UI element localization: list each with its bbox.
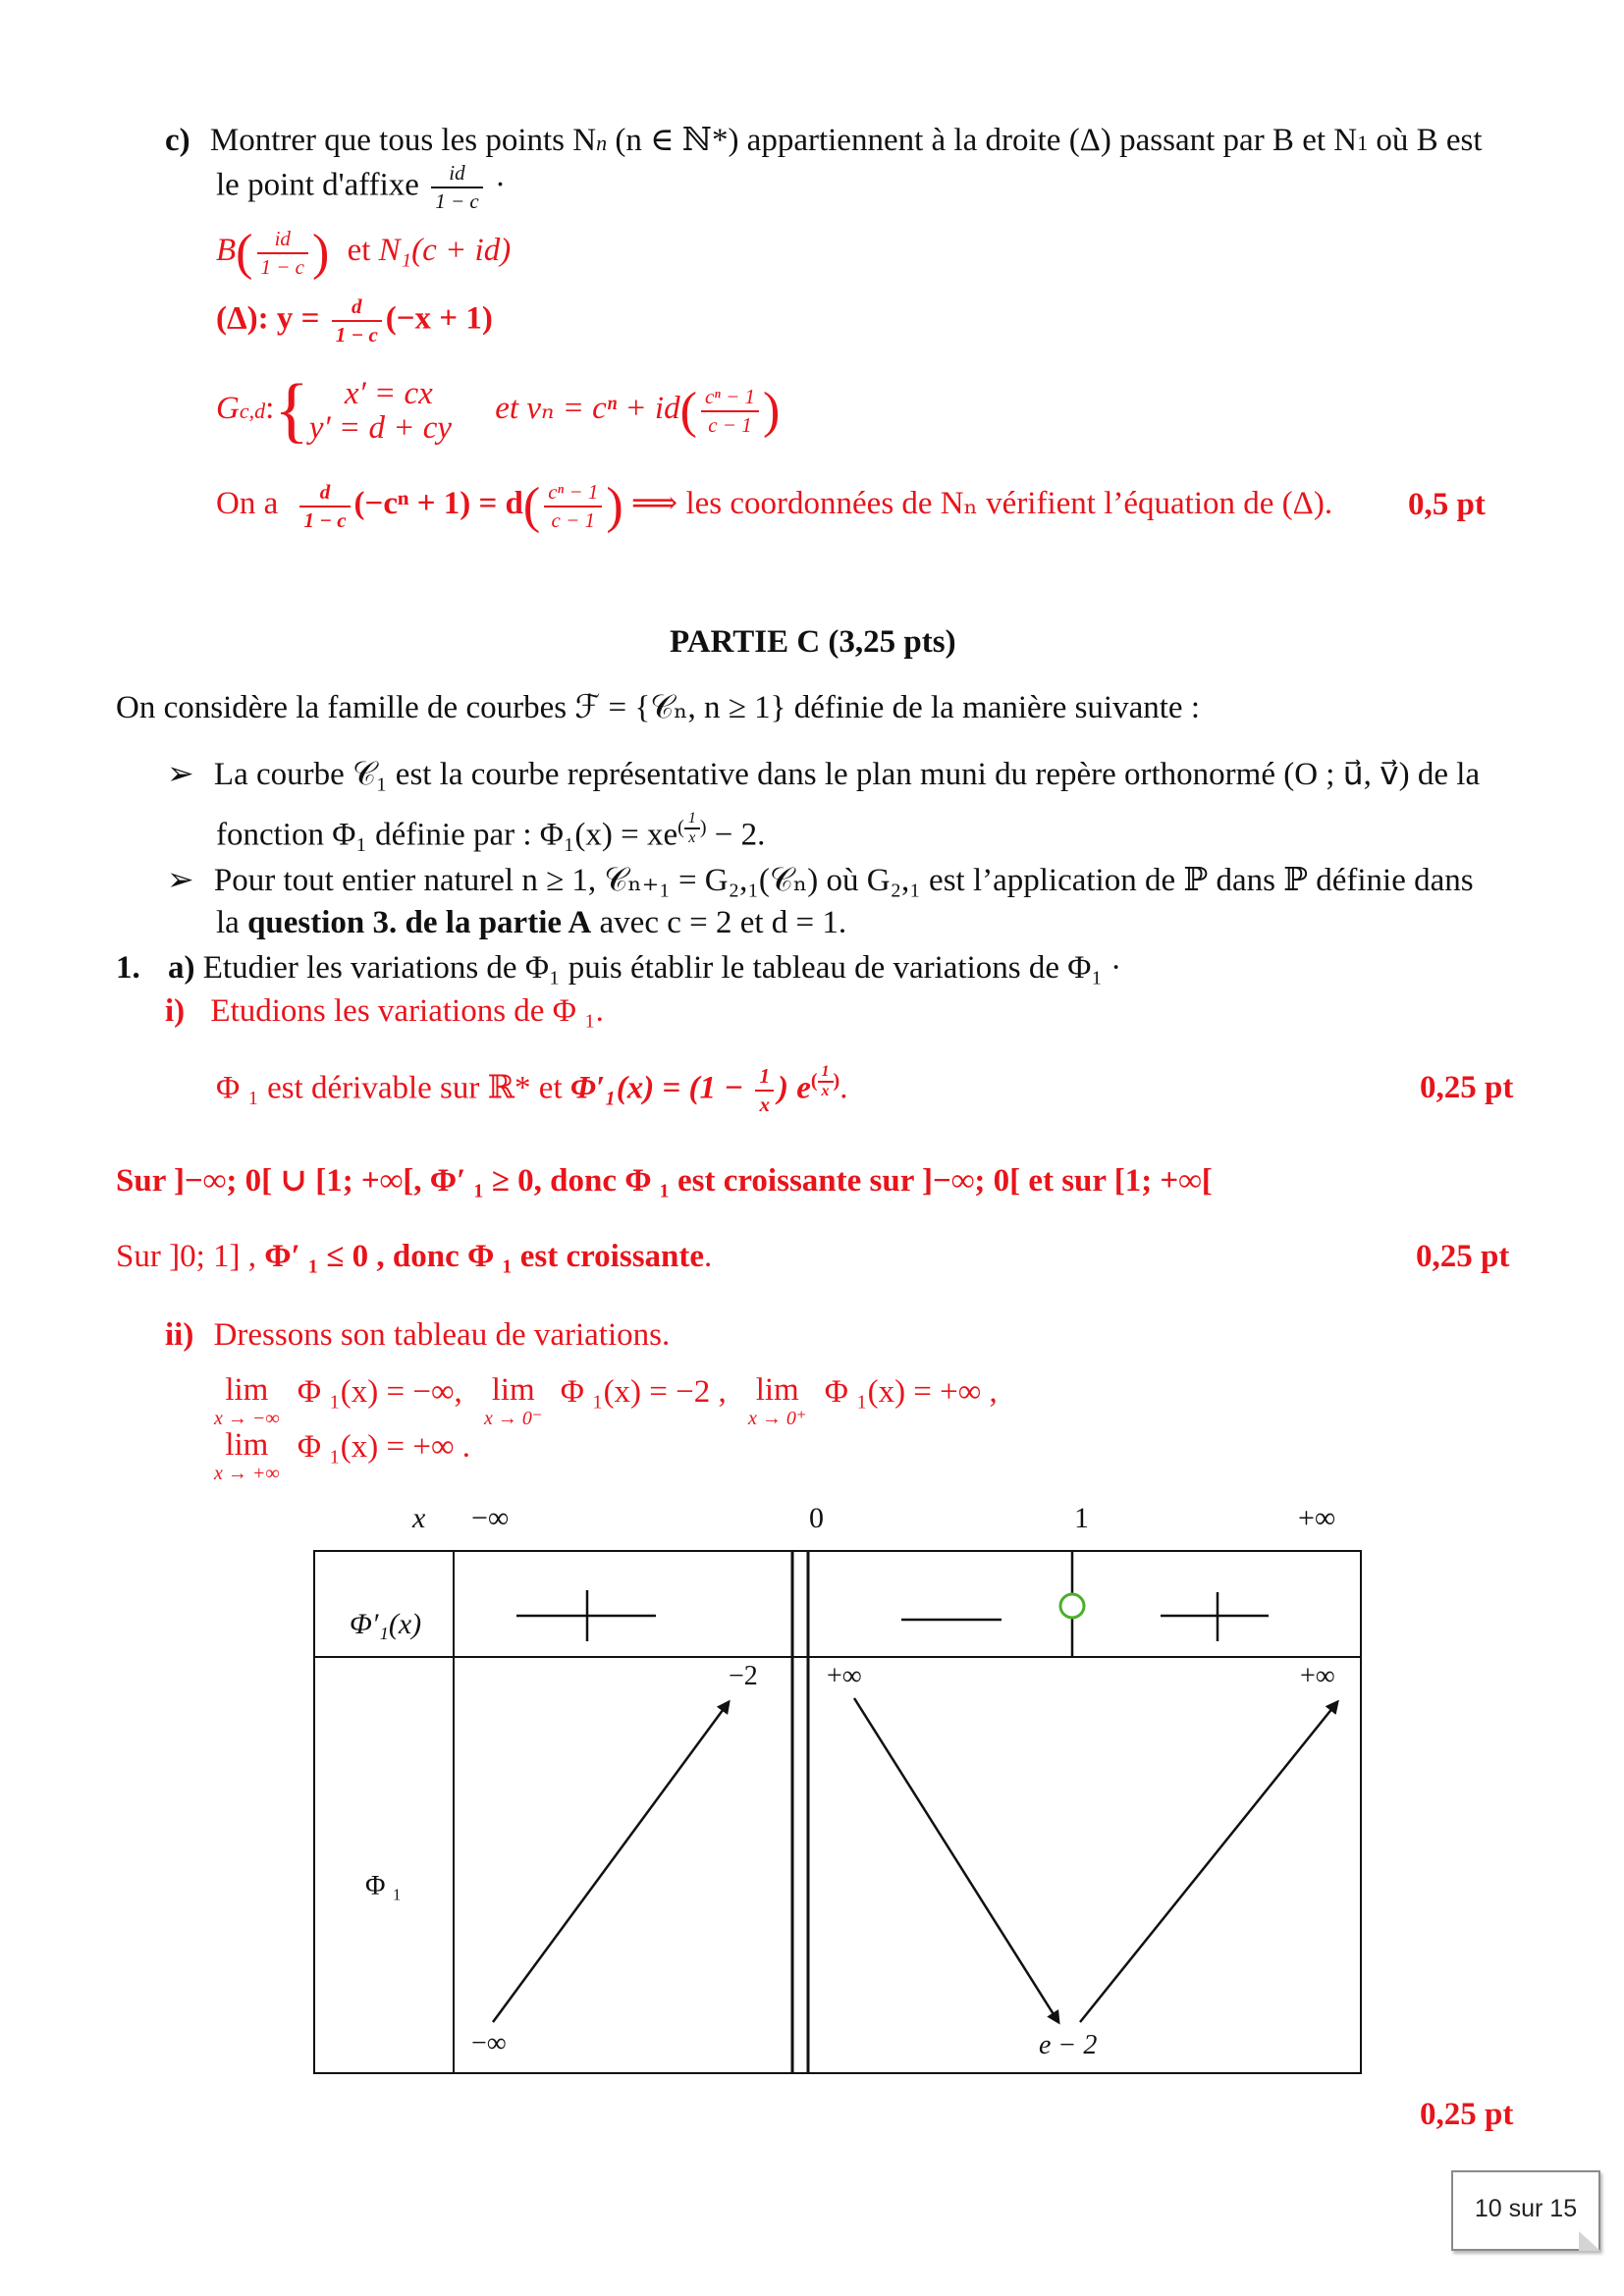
- question-label: c): [165, 123, 190, 158]
- row2-label: Φ ₁: [365, 1871, 403, 1901]
- x-label: x: [412, 1502, 426, 1534]
- derivative-line: Φ ₁ est dérivable sur ℝ* et Φ′₁(x) = (1 − $\frac{1}{x}$ ) $e^{( \frac{1}{x} )}$.: [216, 1063, 848, 1117]
- page-number-text: 10 sur 15: [1474, 2195, 1578, 2222]
- solution-delta: (Δ): y = $\frac{d}{1 - c}$ (−x + 1): [216, 294, 493, 347]
- val-plus-inf-left: +∞: [827, 1661, 862, 1691]
- table-frame: [314, 1551, 1361, 2073]
- question-text-2: (n ∈ ℕ*) appartiennent à la droite (Δ) passant par B et N: [607, 123, 1358, 158]
- val-e-minus-2: e − 2: [1039, 2030, 1098, 2060]
- bullet-1-line2: fonction Φ₁ définie par : $\Phi_1(x) = xe^{( \frac{1}{x} )} - 2$.: [216, 810, 766, 853]
- subscript: n: [596, 131, 608, 155]
- zero-marker: [1060, 1551, 1084, 1657]
- solution-ii: ii) Dressons son tableau de variations.: [165, 1317, 671, 1353]
- subscript: 1: [1357, 131, 1369, 155]
- bullet-2: ➢ Pour tout entier naturel n ≥ 1, 𝒞ₙ₊₁ = G₂,₁(𝒞ₙ) où G₂,₁ est l’application de ℙ dans ℙ définie dans: [167, 863, 1474, 898]
- plus-sign-1: [516, 1590, 656, 1641]
- solution-G-system: Gc,d:{ x′ = cx y′ = d + cy et vₙ = cⁿ + id( $\frac{\text{cⁿ − 1}}{c - 1}$ ): [216, 370, 781, 452]
- fraction: $\frac{id}{1 - c}$: [431, 163, 483, 212]
- points-0-25-c: 0,25 pt: [1420, 2097, 1514, 2132]
- dot: ·: [494, 167, 506, 203]
- partie-c-intro: On considère la famille de courbes ℱ = {𝒞ₙ, n ≥ 1} définie de la manière suivante :: [116, 690, 1200, 725]
- arrow-increase-left: [493, 1702, 729, 2022]
- sur-line-2: Sur ]0; 1] , Φ′ ₁ ≤ 0 , donc Φ ₁ est croissante.: [116, 1239, 713, 1274]
- question-text: Montrer que tous les points N: [209, 123, 597, 158]
- page-fold-icon: [1579, 2231, 1600, 2251]
- bullet-icon: ➢: [167, 863, 194, 898]
- plus-sign-2: [1161, 1592, 1269, 1641]
- solution-final: On a $\frac{d}{1 - c}$ (−cⁿ + 1) = d( $\frac{\text{cⁿ − 1}}{c - 1}$ ) ⟹ les coordonnées de Nₙ vérifient l’équation de (Δ).: [216, 478, 1333, 534]
- bullet-icon: ➢: [167, 757, 194, 792]
- question-1a: 1. a) Etudier les variations de Φ₁ puis établir le tableau de variations de Φ₁ ·: [116, 950, 1122, 986]
- page-number: [1451, 2170, 1600, 2251]
- points-0-25-a: 0,25 pt: [1420, 1070, 1514, 1105]
- x-minus-inf: −∞: [471, 1502, 510, 1534]
- points-0-25-b: 0,25 pt: [1416, 1239, 1510, 1274]
- question-text-3: où B est: [1368, 123, 1483, 158]
- val-plus-inf-right: +∞: [1300, 1661, 1335, 1691]
- x-zero: 0: [809, 1502, 824, 1534]
- bullet-2-line2: la question 3. de la partie A avec c = 2 et d = 1.: [216, 905, 847, 940]
- partie-c-title: PARTIE C (3,25 pts): [670, 624, 956, 660]
- solution-i: i) Etudions les variations de Φ ₁.: [165, 993, 604, 1029]
- bullet-1: ➢ La courbe 𝒞₁ est la courbe représentative dans le plan muni du repère orthonormé (O ; u⃗, v⃗) de la: [167, 757, 1481, 792]
- limits-line-1: lim x → −∞ Φ ₁(x) = −∞, lim x → 0⁻ Φ ₁(x) = −2 , lim x → 0⁺ Φ ₁(x) = +∞ ,: [214, 1372, 998, 1429]
- row1-label: Φ′₁(x): [350, 1608, 422, 1640]
- points-0-5: 0,5 pt: [1408, 487, 1486, 522]
- limits-line-2: lim x → +∞ Φ ₁(x) = +∞ .: [214, 1427, 470, 1484]
- x-one: 1: [1074, 1502, 1089, 1534]
- question-text-line2: le point d'affixe: [216, 167, 419, 203]
- arrow-decrease-middle: [854, 1698, 1058, 2022]
- x-plus-inf: +∞: [1298, 1502, 1336, 1534]
- val-minus-2: −2: [729, 1661, 758, 1691]
- val-minus-inf: −∞: [471, 2028, 507, 2058]
- sur-line-1: Sur ]−∞; 0[ ∪ [1; +∞[, Φ′ ₁ ≥ 0, donc Φ ₁ est croissante sur ]−∞; 0[ et sur [1; +∞[: [116, 1163, 1213, 1199]
- arrow-increase-right: [1080, 1702, 1337, 2022]
- solution-B-N1: B( $\frac{id}{1 - c}$ ) et N₁(c + id): [216, 225, 512, 281]
